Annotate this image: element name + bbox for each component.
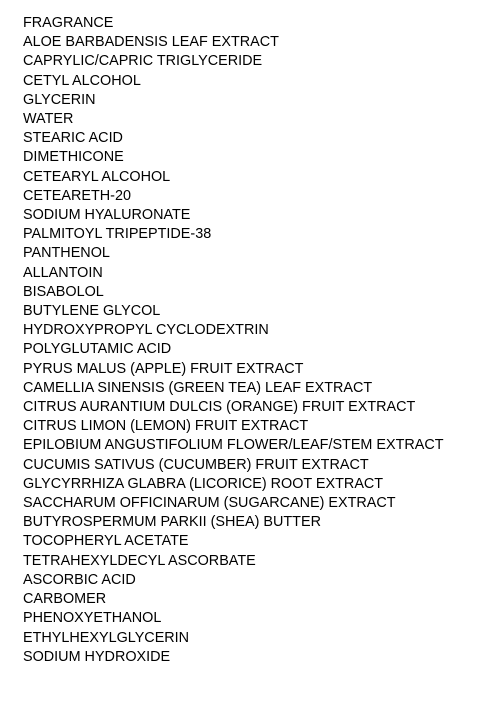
- ingredient-item: CAPRYLIC/CAPRIC TRIGLYCERIDE: [23, 53, 263, 70]
- ingredient-item: BISABOLOL: [23, 283, 104, 300]
- ingredient-item: SACCHARUM OFFICINARUM (SUGARCANE) EXTRACT: [23, 495, 396, 512]
- ingredient-item: TETRAHEXYLDECYL ASCORBATE: [23, 552, 256, 569]
- ingredient-item: ALOE BARBADENSIS LEAF EXTRACT: [23, 34, 279, 51]
- ingredient-item: CETYL ALCOHOL: [23, 72, 141, 89]
- ingredient-item: BUTYLENE GLYCOL: [23, 303, 161, 320]
- ingredient-item: TOCOPHERYL ACETATE: [23, 533, 189, 550]
- ingredient-item: STEARIC ACID: [23, 130, 123, 147]
- ingredient-item: ALLANTOIN: [23, 264, 103, 281]
- ingredient-item: GLYCYRRHIZA GLABRA (LICORICE) ROOT EXTRACT: [23, 475, 384, 492]
- ingredient-item: CARBOMER: [23, 591, 107, 608]
- ingredient-item: CITRUS AURANTIUM DULCIS (ORANGE) FRUIT EXTRACT: [23, 399, 416, 416]
- ingredient-item: EPILOBIUM ANGUSTIFOLIUM FLOWER/LEAF/STEM EXTRACT: [23, 437, 444, 454]
- ingredient-item: GLYCERIN: [23, 91, 96, 108]
- ingredient-item: DIMETHICONE: [23, 149, 124, 166]
- ingredient-item: CETEARYL ALCOHOL: [23, 168, 171, 185]
- ingredient-item: SODIUM HYDROXIDE: [23, 648, 171, 665]
- ingredient-item: WATER: [23, 111, 74, 128]
- ingredient-item: ASCORBIC ACID: [23, 571, 136, 588]
- ingredient-item: SODIUM HYALURONATE: [23, 207, 191, 224]
- ingredient-item: BUTYROSPERMUM PARKII (SHEA) BUTTER: [23, 514, 321, 531]
- ingredient-item: FRAGRANCE: [23, 15, 114, 31]
- ingredient-item: CUCUMIS SATIVUS (CUCUMBER) FRUIT EXTRACT: [23, 456, 369, 473]
- ingredient-item: PANTHENOL: [23, 245, 110, 262]
- ingredient-item: PHENOXYETHANOL: [23, 610, 162, 627]
- ingredient-item: CETEARETH-20: [23, 187, 131, 204]
- ingredient-item: POLYGLUTAMIC ACID: [23, 341, 172, 358]
- ingredient-item: HYDROXYPROPYL CYCLODEXTRIN: [23, 322, 269, 339]
- ingredient-item: PYRUS MALUS (APPLE) FRUIT EXTRACT: [23, 360, 304, 377]
- ingredient-list: [23, 14, 444, 667]
- ingredient-item: ETHYLHEXYLGLYCERIN: [23, 629, 190, 646]
- ingredient-item: CITRUS LIMON (LEMON) FRUIT EXTRACT: [23, 418, 309, 435]
- ingredient-item: PALMITOYL TRIPEPTIDE-38: [23, 226, 212, 243]
- ingredient-item: CAMELLIA SINENSIS (GREEN TEA) LEAF EXTRACT: [23, 379, 373, 396]
